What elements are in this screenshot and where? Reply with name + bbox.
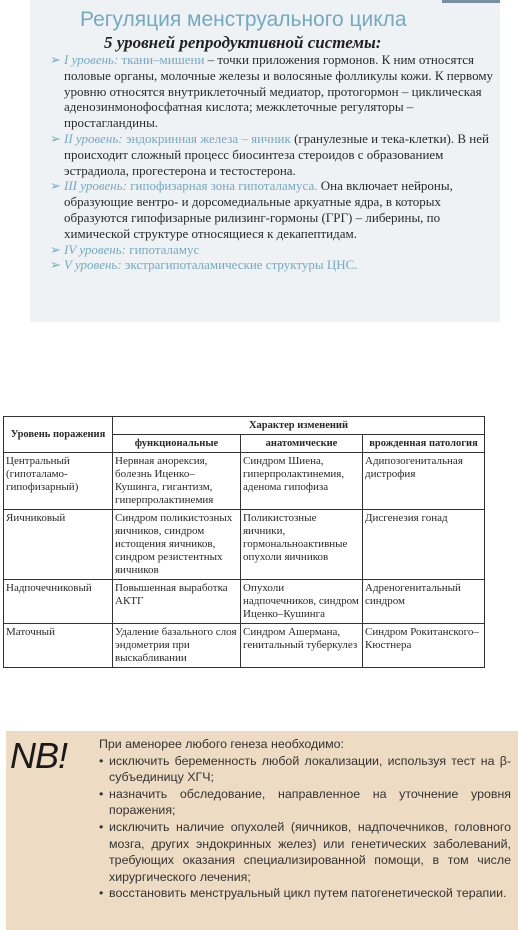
header-anatomical: анатомические	[241, 435, 363, 453]
cell-congenital: Синдром Рокитанского–Кюстнера	[363, 624, 485, 668]
arrow-bullet-icon: ➢	[50, 130, 61, 146]
header-congenital: врожденная патология	[363, 435, 485, 453]
table-row	[4, 580, 485, 624]
arrow-bullet-icon: ➢	[50, 52, 61, 67]
nb-item-text: восстановить менструальный цикл путем патогенетической терапии.	[109, 886, 507, 901]
nb-list-item	[99, 885, 511, 902]
amenorrhea-levels-table	[3, 416, 485, 668]
nb-list-item	[99, 819, 511, 885]
level-4-item	[50, 242, 495, 258]
cell-functional: Синдром поликистозных яичников, синдром истощения яичников, синдром резистентных яичников	[113, 510, 241, 580]
cell-level: Маточный	[4, 624, 113, 668]
header-changes: Характер изменений	[113, 417, 485, 435]
nb-logo: NB!	[10, 735, 68, 776]
arrow-bullet-icon: ➢	[50, 257, 61, 273]
level-text: Она включает нейроны, образующие вентро- и дорсомедиальные аркуатные ядра, в которых образуются гипофизарные рилизинг-гормоны (ГРГ) – либерины, по химической структуре относящиеся к декапептидам.	[64, 178, 453, 241]
nb-intro: При аменорее любого генеза необходимо:	[99, 737, 345, 751]
cell-level: Центральный (гипоталамо-гипофизарный)	[4, 453, 113, 510]
level-label: V уровень:	[64, 257, 122, 273]
levels-list	[50, 52, 495, 273]
cell-anatomical: Синдром Ашермана, генитальный туберкулез	[241, 624, 363, 668]
slide-subtitle: 5 уровней репродуктивной системы:	[104, 33, 382, 52]
table-row	[4, 453, 485, 510]
level-text: (гранулезные и тека-клетки). В ней происходит сложный процесс биосинтеза стероидов с образованием эстрадиола, прогестерона и тестостерона.	[64, 130, 489, 178]
level-1-item	[50, 52, 495, 131]
nb-item-text: исключить беременность любой локализации, используя тест на β-субъединицу ХГЧ;	[109, 753, 511, 785]
cell-functional: Повышенная выработка АКТГ	[113, 580, 241, 624]
table-row	[4, 510, 485, 580]
cell-anatomical: Поликистозные яичники, гормональноактивные опухоли яичников	[241, 510, 363, 580]
level-3-item	[50, 178, 495, 241]
nb-list-item	[99, 753, 511, 786]
cell-level: Надпочечниковый	[4, 580, 113, 624]
level-label: IV уровень:	[64, 241, 126, 257]
cell-anatomical: Опухоли надпочечников, синдром Иценко–Кушинга	[241, 580, 363, 624]
slide-title: Регуляция менструального цикла	[80, 8, 407, 31]
cell-anatomical: Синдром Шиена, гиперпролактинемия, аденома гипофиза	[241, 453, 363, 510]
cell-functional: Нервная анорексия, болезнь Иценко–Кушинга, гигантизм, гиперпролактинемия	[113, 453, 241, 510]
arrow-bullet-icon: ➢	[50, 241, 61, 257]
level-name: эндокринная железа – яичник	[125, 130, 291, 146]
level-2-item	[50, 131, 495, 178]
level-name: гипофизарная зона гипоталамуса.	[130, 178, 318, 194]
header-level: Уровень поражения	[4, 417, 113, 453]
level-text: – точки приложения гормонов. К ним относятся половые органы, молочные железы и волосяные фолликулы кожи. К первому уровню относятся внутриклеточный медиатор, протогормон – циклическая аденозинмонофосфатная кислота; межклеточные регуляторы – простагландины.	[64, 52, 494, 131]
cell-congenital: Адреногенитальный синдром	[363, 580, 485, 624]
arrow-bullet-icon: ➢	[50, 178, 61, 194]
level-label: II уровень:	[64, 130, 123, 146]
level-name: экстрагипоталамические структуры ЦНС.	[124, 257, 358, 273]
bullet-dot-icon: •	[99, 886, 104, 901]
nb-list-item	[99, 786, 511, 819]
header-functional: функциональные	[113, 435, 241, 453]
cell-level: Яичниковый	[4, 510, 113, 580]
level-label: III уровень:	[64, 178, 127, 194]
cell-congenital: Дисгенезия гонад	[363, 510, 485, 580]
level-name: ткани–мишени	[121, 52, 205, 67]
nb-item-text: назначить обследование, направленное на уточнение уровня поражения;	[109, 786, 511, 818]
bullet-dot-icon: •	[99, 753, 104, 768]
table-header-row	[4, 417, 485, 435]
regulation-slide	[30, 0, 500, 322]
nb-note-box	[6, 731, 518, 930]
cell-functional: Удаление базального слоя эндометрия при выскабливании	[113, 624, 241, 668]
bullet-dot-icon: •	[99, 819, 104, 834]
level-5-item	[50, 257, 495, 273]
cell-congenital: Адипозогенитальная дистрофия	[363, 453, 485, 510]
slide-accent-bar	[442, 0, 500, 3]
level-name: гипоталамус	[129, 241, 200, 257]
bullet-dot-icon: •	[99, 786, 104, 801]
level-label: I уровень:	[64, 52, 119, 67]
nb-text	[99, 736, 511, 902]
nb-item-text: исключить наличие опухолей (яичников, надпочечников, головного мозга, других эндокринных желез) или генетических заболеваний, требующих оказания специализированной помощи, в том числе хирургического лечения;	[109, 819, 511, 884]
table-row	[4, 624, 485, 668]
